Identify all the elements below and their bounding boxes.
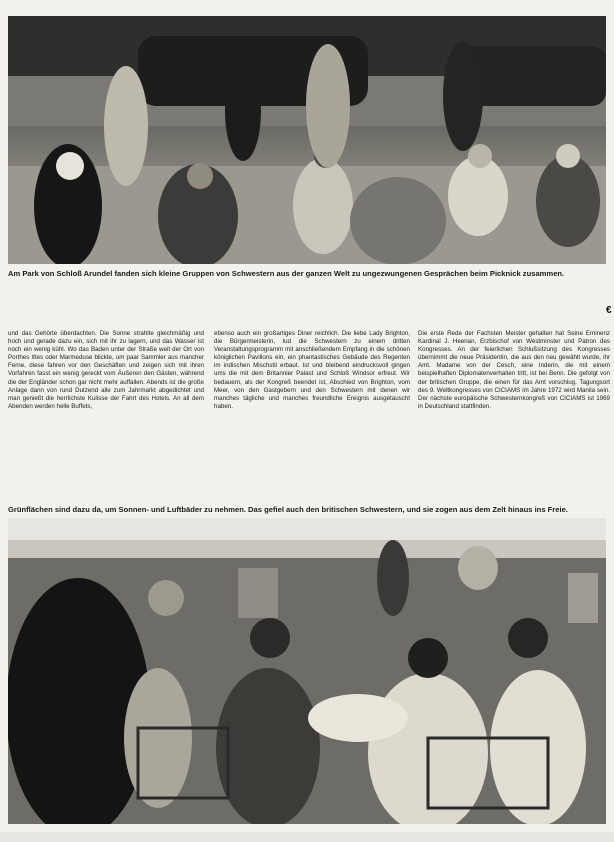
column-1-text: und das Gehörte überdachten. Die Sonne strahlte gleichmäßig und hoch und gerade dazu ein, sich mit ihr zu lagern, und das Wasser ist noch ein wenig kühl. Wo das Baden unter der Straße weit der Ort von Porthes Ittes oder Marmeduse blickte, um paar Sammler aus mancher Ferne, diese fahren vor den Geschäften und zeigen sich mit ihren Vorfahren fasst ein wenig gereckt vom Äußeren den Gästen, während die der Engländer schon gar nicht mehr auffallen. Abends ist die große Anlage dann von rund Dutzend alle zum Jahrmarkt abgedichtet und man genießt die herrlichste Kulisse der Fahrt des Hotels. An all dem Abenden werden helle Buffets, — [8, 330, 204, 410]
page-mark: € — [606, 305, 612, 316]
photo-lawn-illustration — [8, 518, 606, 824]
photo-picnic-arundel-park — [8, 16, 606, 264]
text-column-3 — [418, 330, 610, 411]
photo-picnic-illustration — [8, 16, 606, 264]
text-column-2 — [214, 330, 410, 411]
caption-bottom: Grünflächen sind dazu da, um Sonnen- und Luftbäder zu nehmen. Das gefiel auch den britischen Schwestern, und sie zogen aus dem Zelt hinaus ins Freie. — [8, 505, 568, 514]
page-bottom-margin — [0, 832, 614, 842]
photo-lawn-sunbathing — [8, 518, 606, 824]
text-column-1 — [8, 330, 204, 411]
column-2-text: ebenso auch ein großartiges Diner reichlich. Die liebe Lady Brighton, die Bürgermeisterin, lud die Schwestern zu einem dritten Veranstaltungsprogramm mit anschließendem Empfang in die schönen königlichen Pavillons ein, ein phantastisches Gebäude des Regenten im indischen Mischstil erbaut. Ist und bleibend eindrucksvoll gingen ums die mit dem Britannier Palast und Schloß Windsor erfreut. Wir bedauern, als der Kongreß beendet ist, Abschied von Brighton, vom Meer, von den Gastgebern und den Schwestern mit denen wir manches tägliche und manches freundliche Ereignis ausgetauscht haben. — [214, 330, 410, 410]
column-3-text: Die erste Rede der Fachsten Meister gehalten hat Seine Eminenz Kardinal J. Heenan, Erzbischof von Westminster und Patron des Kongresses. An der feierlichen Schlußsitzung des Kongresses übernimmt die neue Präsidentin, die aus den neu gewählt wurde, ihr Amt. Madame von der Cesch, eine Inderin, die mit einem beispielhaften Diplomatenverhalten tritt, ist bei Benn. Die gefolgt von der britischen Gruppe, die einen für das Amt vorschlug. Tagungsort des 9. Weltkongresses von CICIAMS im Jahre 1972 wird Manila sein. Der nächste europäische Schwesternkongreß von CICIAMS ist 1969 in Deutschland stattfinden. — [418, 330, 610, 410]
caption-top: Am Park von Schloß Arundel fanden sich kleine Gruppen von Schwestern aus der ganzen Welt zu ungezwungenen Gesprächen beim Picknick zusammen. — [8, 269, 565, 278]
